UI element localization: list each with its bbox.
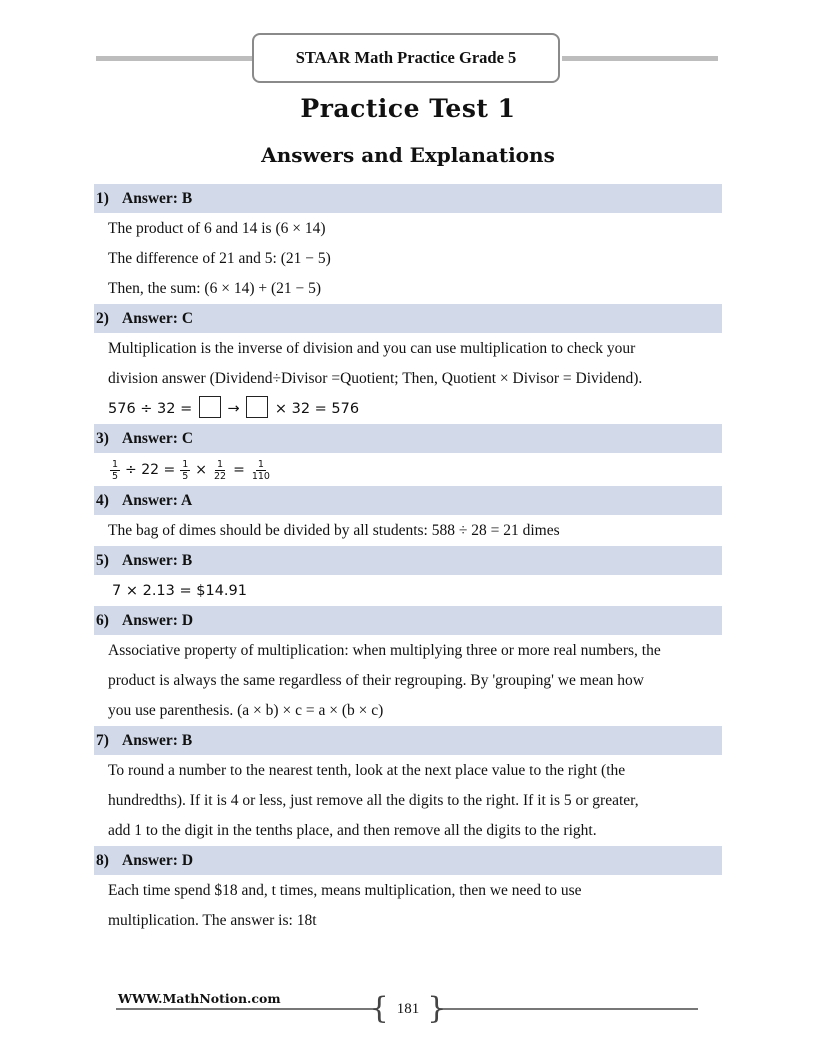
answer-number: 4) bbox=[96, 491, 109, 509]
explanation-line: The product of 6 and 14 is (6 × 14) bbox=[108, 220, 326, 237]
explanation-line: To round a number to the nearest tenth, look at the next place value to the right (the bbox=[108, 762, 626, 779]
division-check-equation bbox=[94, 394, 722, 424]
answers-list bbox=[94, 184, 722, 936]
answer-label: Answer: A bbox=[122, 491, 193, 509]
answer-header bbox=[94, 424, 722, 453]
explanation-line: hundredths). If it is 4 or less, just remove all the digits to the right. If it is 5 or greater, bbox=[108, 792, 639, 809]
page-number-text: 181 bbox=[396, 1000, 420, 1017]
fraction: $\frac{1}{5}$ bbox=[182, 458, 189, 482]
explanation-line: product is always the same regardless of their regrouping. By 'grouping' we mean how bbox=[108, 672, 644, 689]
explanation-line: Then, the sum: (6 × 14) + (21 − 5) bbox=[108, 280, 322, 297]
explanation-line: multiplication. The answer is: 18t bbox=[108, 912, 317, 929]
answer-header bbox=[94, 486, 722, 515]
answer-number: 6) bbox=[96, 611, 109, 629]
answer-header bbox=[94, 304, 722, 333]
explanation-line: division answer (Dividend÷Divisor =Quotient; Then, Quotient × Divisor = Dividend). bbox=[108, 370, 643, 387]
answer-label: Answer: B bbox=[122, 731, 193, 749]
operator: × bbox=[195, 462, 208, 478]
footer-rule-right bbox=[438, 1008, 698, 1010]
blank-box bbox=[199, 396, 221, 418]
footer-website: WWW.MathNotion.com bbox=[118, 991, 281, 1006]
answer-label: Answer: D bbox=[122, 611, 194, 629]
fraction-equation bbox=[94, 454, 722, 486]
explanation-line: Each time spend $18 and, t times, means multiplication, then we need to use bbox=[108, 882, 582, 899]
answer-label: Answer: C bbox=[122, 309, 194, 327]
answer-header bbox=[94, 546, 722, 575]
answer-label: Answer: B bbox=[122, 551, 193, 569]
explanation-line: 7 × 2.13 = $14.91 bbox=[112, 583, 247, 599]
footer-rule-left bbox=[116, 1008, 378, 1010]
answer-number: 8) bbox=[96, 851, 109, 869]
page-number bbox=[369, 991, 447, 1026]
explanation-line: The difference of 21 and 5: (21 − 5) bbox=[108, 250, 331, 267]
answer-label: Answer: D bbox=[122, 851, 194, 869]
answer-number: 3) bbox=[96, 429, 109, 447]
blank-box bbox=[246, 396, 268, 418]
answer-number: 5) bbox=[96, 551, 109, 569]
fraction: $\frac{1}{22}$ bbox=[214, 458, 227, 482]
explanation-line: add 1 to the digit in the tenths place, and then remove all the digits to the right. bbox=[108, 822, 597, 839]
explanation-line: Associative property of multiplication: when multiplying three or more real numbers, the bbox=[108, 642, 661, 659]
equation-right: × 32 = 576 bbox=[274, 401, 360, 417]
answer-label: Answer: C bbox=[122, 429, 194, 447]
header-banner-text: STAAR Math Practice Grade 5 bbox=[295, 48, 517, 67]
explanation-line: The bag of dimes should be divided by all students: 588 ÷ 28 = 21 dimes bbox=[108, 522, 560, 539]
header-rule-left bbox=[96, 56, 254, 61]
equation-left: 576 ÷ 32 = bbox=[108, 401, 193, 417]
answer-number: 1) bbox=[96, 189, 109, 207]
left-brace-icon: { bbox=[369, 991, 389, 1026]
answer-label: Answer: B bbox=[122, 189, 193, 207]
operator: ÷ 22 = bbox=[125, 462, 176, 478]
answer-header bbox=[94, 846, 722, 875]
operator: = bbox=[233, 462, 245, 478]
answer-number: 2) bbox=[96, 309, 109, 327]
explanation-line: Multiplication is the inverse of division and you can use multiplication to check your bbox=[108, 340, 636, 357]
page-subtitle: Answers and Explanations bbox=[261, 143, 555, 167]
page-title: Practice Test 1 bbox=[300, 94, 516, 123]
answer-header bbox=[94, 184, 722, 213]
header-rule-right bbox=[562, 56, 718, 61]
answer-header bbox=[94, 726, 722, 755]
answer-header bbox=[94, 606, 722, 635]
header-banner bbox=[252, 33, 560, 83]
answer-number: 7) bbox=[96, 731, 109, 749]
fraction: $\frac{1}{110}$ bbox=[251, 458, 270, 482]
right-brace-icon: } bbox=[427, 991, 447, 1026]
fraction: $\frac{1}{5}$ bbox=[112, 458, 119, 482]
arrow-icon: → bbox=[227, 401, 240, 417]
explanation-line: you use parenthesis. (a × b) × c = a × (b × c) bbox=[108, 702, 384, 719]
